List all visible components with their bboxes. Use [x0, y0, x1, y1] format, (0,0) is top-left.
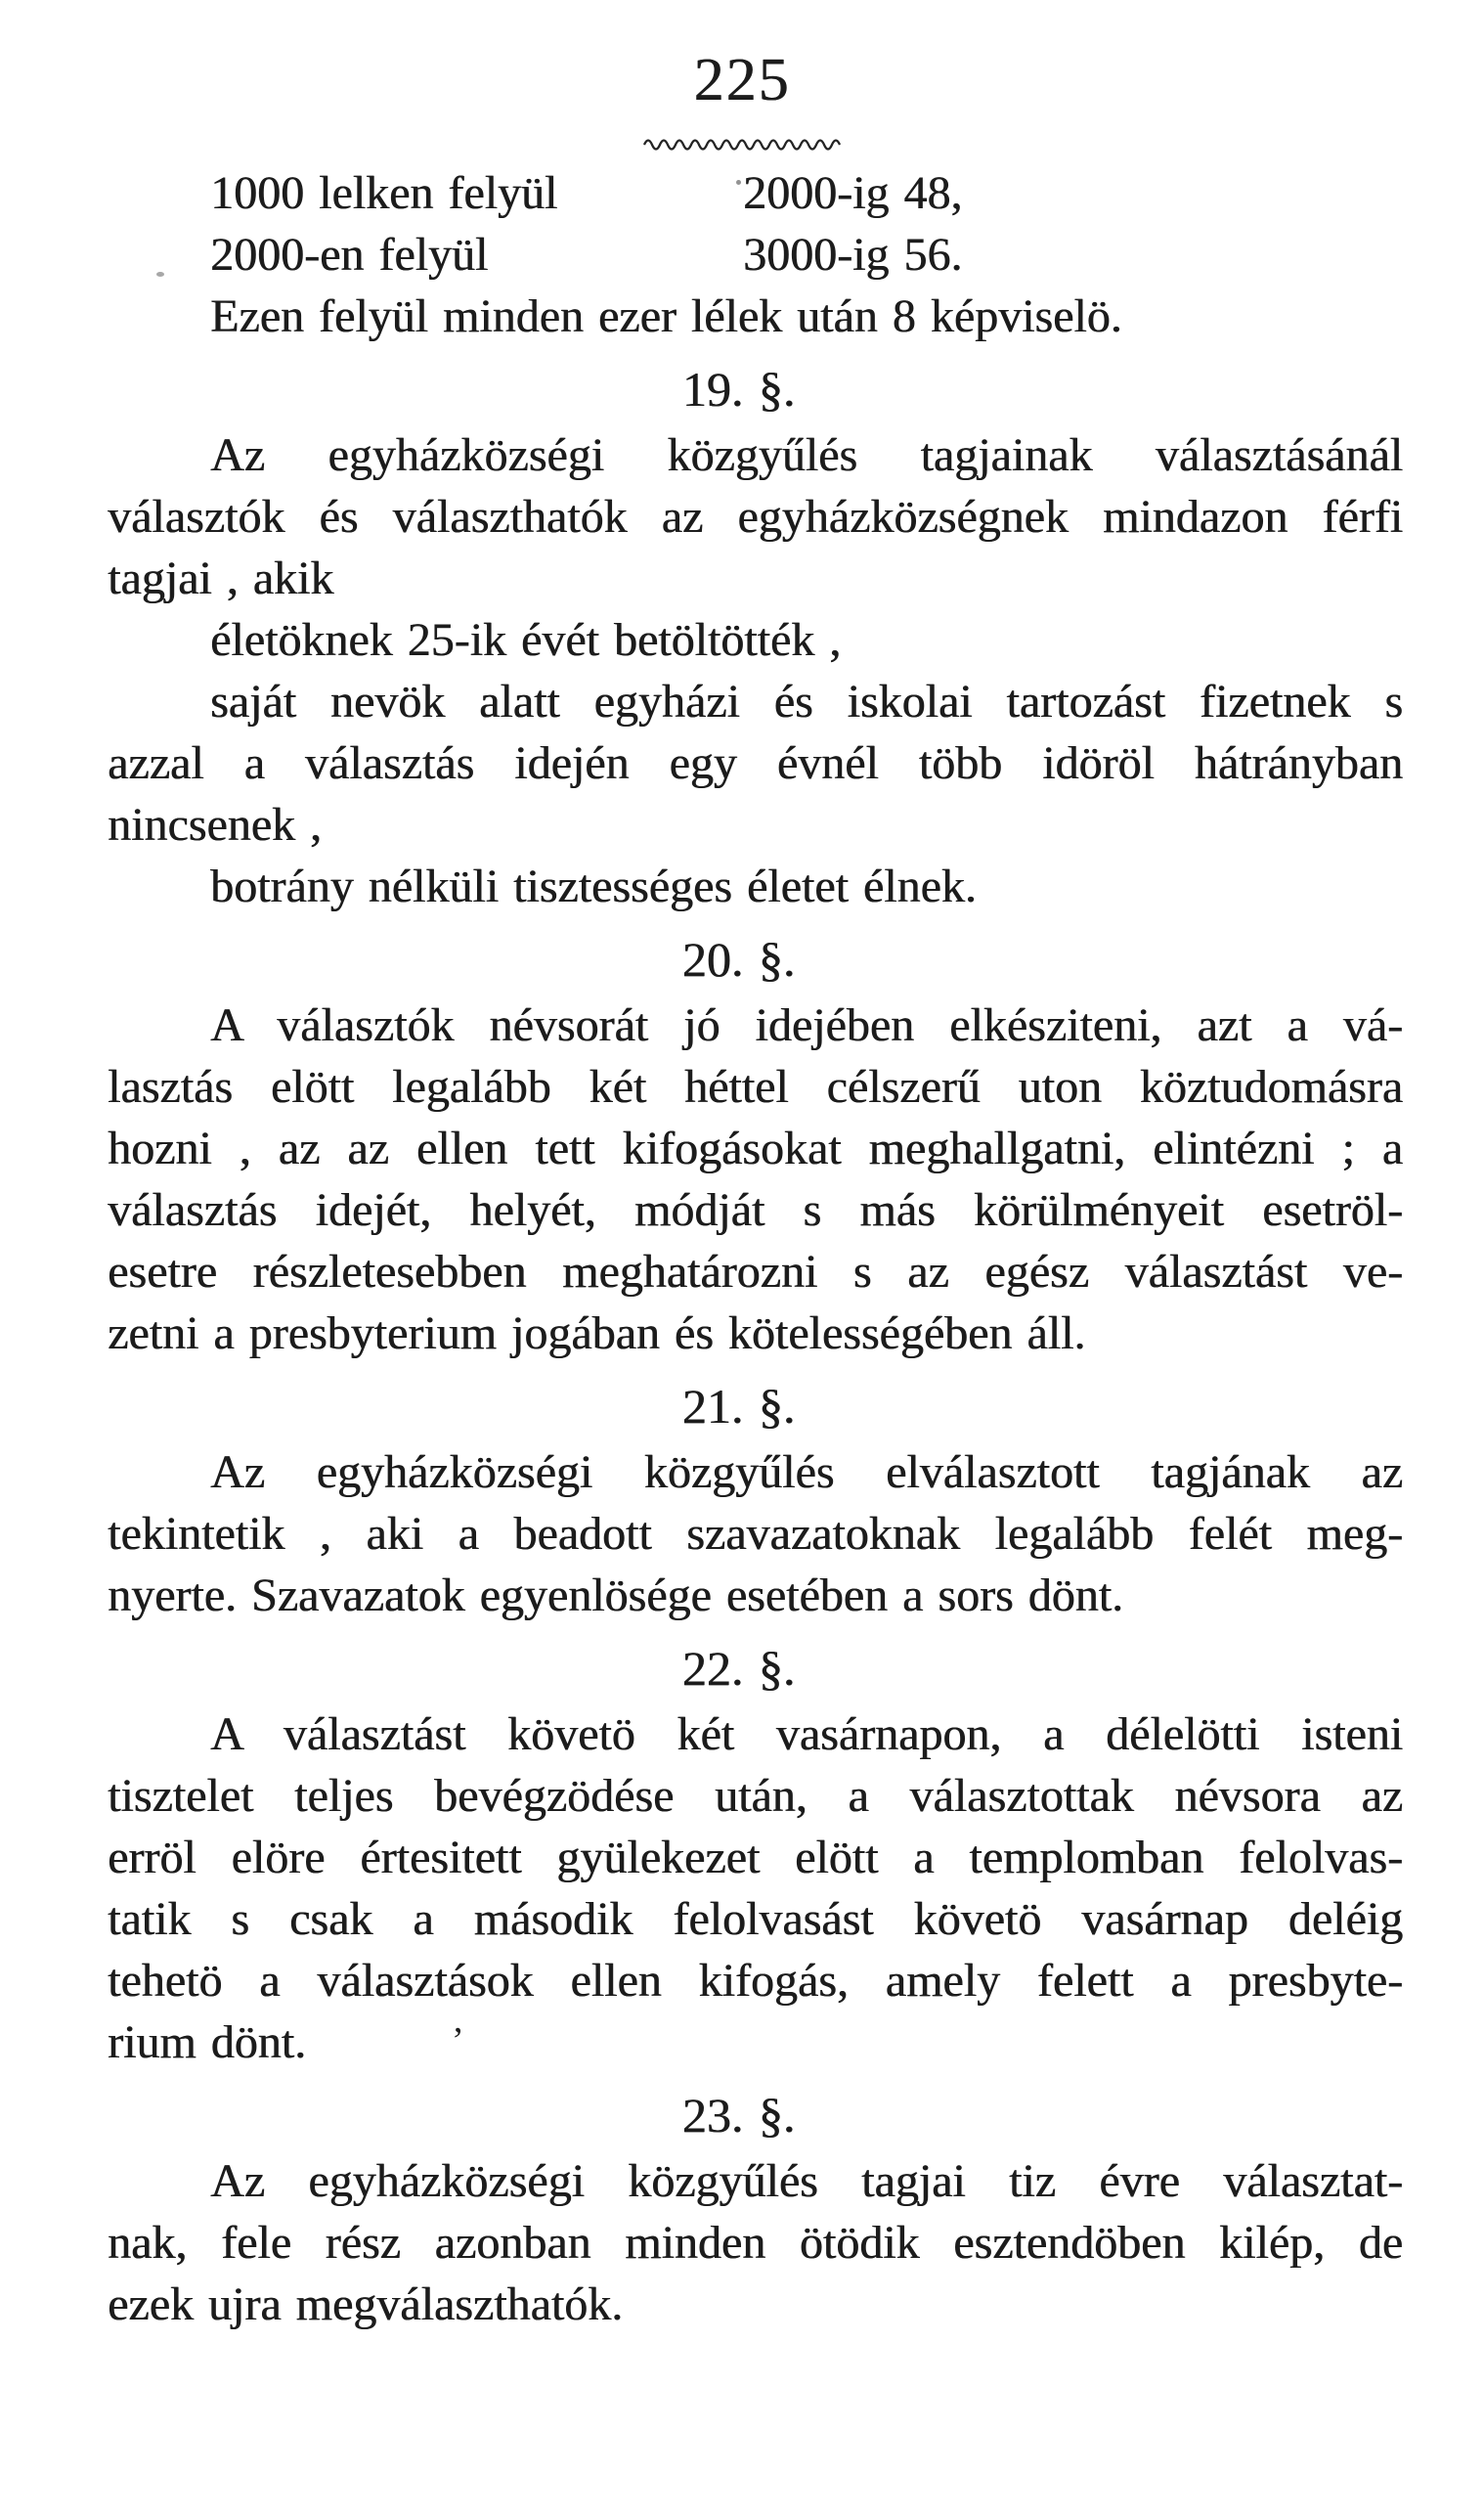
section-heading-22: 22. §. [681, 1641, 796, 1696]
text-line: életöknek 25-ik évét betöltötték , [210, 614, 842, 666]
text-line: A választást követö két vasárnapon, a délelötti isteni [210, 1708, 1403, 1760]
table-row [108, 162, 1403, 224]
text-line: nak, fele rész azonban minden ötödik esztendöben kilép, de [108, 2217, 1403, 2269]
text-line: választók és választhatók az egyházközségnek mindazon férfi [108, 491, 1403, 543]
text-line: esetre részletesebben meghatározni s az egész választást ve- [108, 1246, 1403, 1298]
text-line: botrány nélküli tisztességes életet élnek. [210, 861, 977, 912]
text-line: nincsenek , [108, 799, 322, 851]
page-number-underline [0, 135, 1484, 155]
text-line: zetni a presbyterium jogában és kötelességében áll. [108, 1307, 1086, 1359]
text-line: saját nevök alatt egyházi és iskolai tartozást fizetnek s [210, 676, 1403, 728]
text-line: azzal a választás idején egy évnél több idöröl hátrányban [108, 737, 1403, 789]
page-number: 225 [693, 47, 791, 113]
text-line: tisztelet teljes bevégzödése után, a választottak névsora az [108, 1770, 1403, 1822]
text-column [108, 162, 1403, 2335]
table-note-line: Ezen felyül minden ezer lélek után 8 képviselö. [210, 290, 1122, 342]
section-heading-21: 21. §. [681, 1379, 796, 1434]
section-heading-20: 20. §. [681, 932, 796, 987]
table-cell-right: 2000-ig 48, [743, 167, 963, 219]
table-cell-right: 3000-ig 56. [743, 229, 963, 281]
table-cell-left: 2000-en felyül [210, 229, 489, 281]
wavy-rule-icon [642, 135, 842, 151]
text-line: tehetö a választások ellen kifogás, amely felett a presbyte- [108, 1955, 1403, 2007]
text-line: választás idejét, helyét, módját s más körülményeit esetröl- [108, 1184, 1403, 1236]
scan-artifact-mark: ’ [452, 2020, 464, 2061]
text-line: Az egyházközségi közgyűlés tagjainak választásánál [210, 429, 1403, 481]
section-heading-19: 19. §. [681, 362, 796, 417]
text-line: Az egyházközségi közgyűlés elválasztott tagjának az [210, 1446, 1403, 1498]
table-cell-left: 1000 lelken felyül [210, 167, 558, 219]
text-line: ezek ujra megválaszthatók. [108, 2278, 624, 2330]
section-heading-23: 23. §. [681, 2088, 796, 2143]
text-line: lasztás elött legalább két héttel célszerű uton köztudomásra [108, 1061, 1403, 1113]
text-line: tatik s csak a második felolvasást követö vasárnap deléig [108, 1893, 1403, 1945]
text-line: Az egyházközségi közgyűlés tagjai tiz évre választat- [210, 2155, 1403, 2207]
text-line: A választók névsorát jó idejében elkésziteni, azt a vá- [210, 999, 1403, 1051]
table-row [108, 224, 1403, 286]
text-line: tekintetik , aki a beadott szavazatoknak legalább felét meg- [108, 1508, 1403, 1560]
text-line: erröl elöre értesitett gyülekezet elött a templomban felolvas- [108, 1832, 1403, 1883]
text-line: tagjai , akik [108, 552, 334, 604]
text-line: nyerte. Szavazatok egyenlösége esetében a sors dönt. [108, 1569, 1123, 1621]
text-line: rium dönt. [108, 2016, 306, 2068]
text-line: hozni , az az ellen tett kifogásokat meghallgatni, elintézni ; a [108, 1123, 1403, 1174]
